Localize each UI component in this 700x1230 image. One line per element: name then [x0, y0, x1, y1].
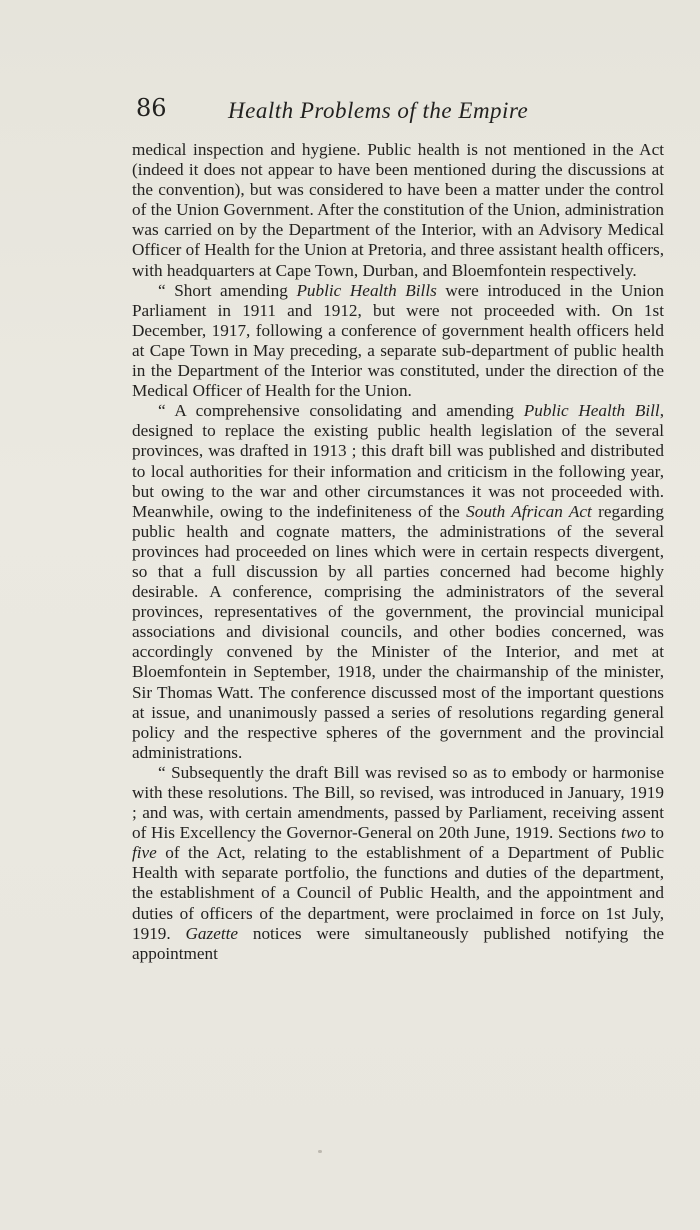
body-text [132, 140, 664, 964]
paragraph [132, 281, 664, 402]
italic-text: South African Act [466, 501, 592, 521]
text-run: medical inspection and hygiene. Public health is not mentioned in the Act (indeed it does not appear to have been mentioned during the discussions at the convention), but was considered to have been a matter under the control of the Union Government. After the constitution of the Union, administration was carried on by the Department of the Interior, with an Advisory Medical Officer of Health for the Union at Pretoria, and three assistant health officers, with headquarters at Cape Town, Durban, and Bloemfontein respectively. [132, 140, 664, 280]
text-run: notices were simultaneously published notifying the appointment [132, 923, 664, 963]
italic-text: two [621, 823, 646, 843]
italic-text: Public Health Bill [523, 401, 660, 421]
running-title: Health Problems of the Empire [228, 98, 529, 123]
paragraph [132, 140, 664, 281]
text-run: “ Short amending [158, 280, 297, 300]
paragraph [132, 763, 664, 964]
text-run: of the Act, relating to the establishment of a Department of Public Health with separate portfolio, the functions and duties of the department, the establishment of a Council of Public Health, and the appointment and duties of officers of the department, were proclaimed in force on 1st July, 1919. [132, 843, 664, 943]
italic-text: five [132, 843, 157, 863]
italic-text: Public Health Bills [296, 280, 437, 300]
text-run: regarding public health and cognate matters, the administrations of the several provinces had proceeded on lines which were in certain respects divergent, so that a full discussion by all parties concerned had become highly desirable. A conference, comprising the administrators of the several provinces, representatives of the government, the provincial municipal associations and divisional councils, and other bodies concerned, was accordingly convened by the Minister of the Interior, and met at Bloemfontein in September, 1918, under the chairmanship of the minister, Sir Thomas Watt. The conference discussed most of the important questions at issue, and unanimously passed a series of resolutions regarding general policy and the respective spheres of the government and the provincial administrations. [132, 501, 664, 762]
text-run: “ A comprehensive consolidating and amending [158, 401, 524, 421]
text-run: “ Subsequently the draft Bill was revised so as to embody or harmonise with these resolutions. The Bill, so revised, was introduced in January, 1919 ; and was, with certain amendments, passed by Parliament, receiving assent of His Excellency the Governor-General on 20th June, 1919. Sections [132, 762, 664, 843]
text-run: to [645, 823, 664, 843]
page-number: 86 [136, 94, 167, 122]
text-run: , designed to replace the existing public health legislation of the several provinces, was drafted in 1913 ; this draft bill was published and distributed to local authorities for their information and criticism in the following year, but owing to the war and other circumstances it was not proceeded with. Meanwhile, owing to the indefiniteness of the [132, 401, 664, 521]
paper-speck [318, 1150, 322, 1153]
page-header [136, 94, 576, 134]
italic-text: Gazette [185, 923, 239, 943]
paragraph [132, 401, 664, 763]
text-run: were introduced in the Union Parliament in 1911 and 1912, but were not proceeded with. On 1st December, 1917, following a conference of government health officers held at Cape Town in May preceding, a separate sub-department of public health in the Department of the Interior was constituted, under the direction of the Medical Officer of Health for the Union. [132, 280, 664, 401]
